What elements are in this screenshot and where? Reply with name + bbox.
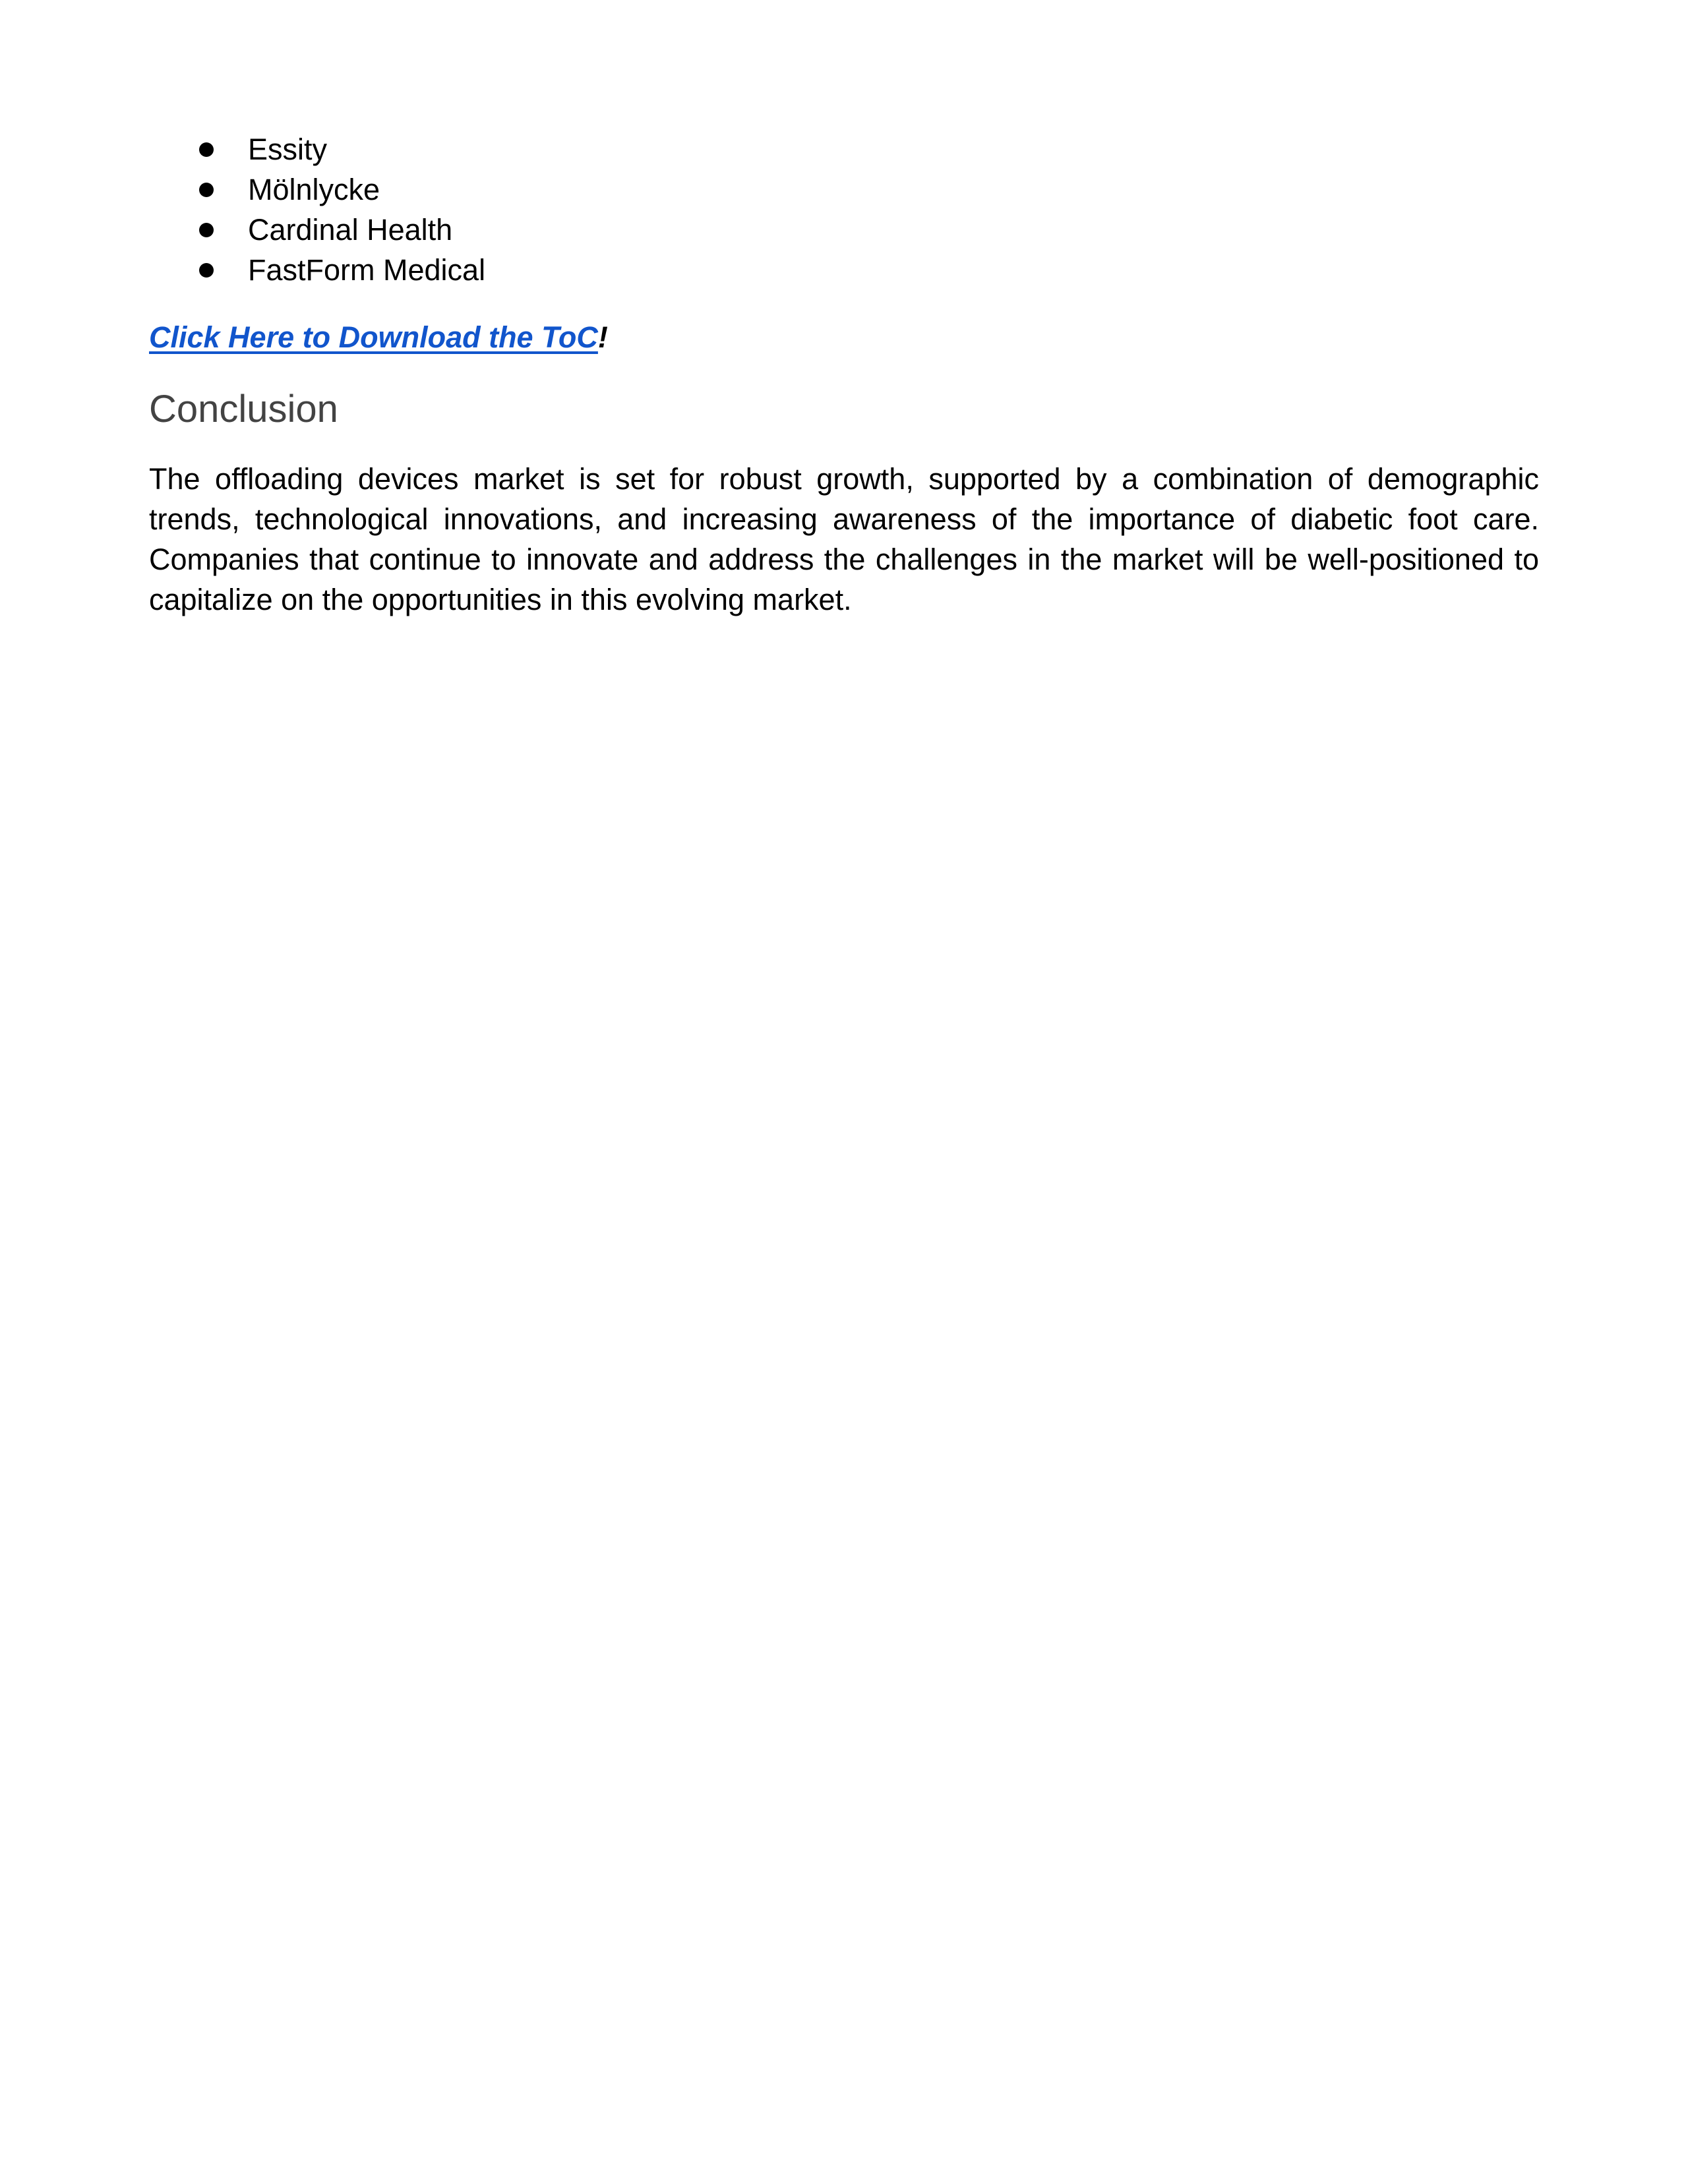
toc-exclamation: !	[597, 320, 608, 354]
company-list	[149, 129, 1539, 290]
list-item-label: Cardinal Health	[248, 213, 453, 247]
list-item	[199, 210, 1539, 250]
section-heading-conclusion: Conclusion	[149, 388, 338, 430]
bullet-icon	[199, 223, 214, 237]
bullet-icon	[199, 263, 214, 278]
document-content	[149, 129, 1539, 620]
conclusion-paragraph: The offloading devices market is set for robust growth, supported by a combination of demographic trends, technological innovations, and increasing awareness of the importance of diabetic foot care. Companies that continue to innovate and address the challenges in the market will be well-positioned to capitalize on the opportunities in this evolving market.	[149, 462, 1539, 616]
list-item	[199, 169, 1539, 210]
toc-download-line	[149, 318, 1539, 357]
list-item-label: Essity	[248, 133, 328, 166]
bullet-icon	[199, 183, 214, 197]
bullet-icon	[199, 142, 214, 157]
list-item-label: FastForm Medical	[248, 253, 486, 287]
list-item	[199, 129, 1539, 169]
list-item	[199, 250, 1539, 290]
list-item-label: Mölnlycke	[248, 173, 380, 206]
toc-download-link[interactable]: Click Here to Download the ToC	[149, 320, 598, 354]
